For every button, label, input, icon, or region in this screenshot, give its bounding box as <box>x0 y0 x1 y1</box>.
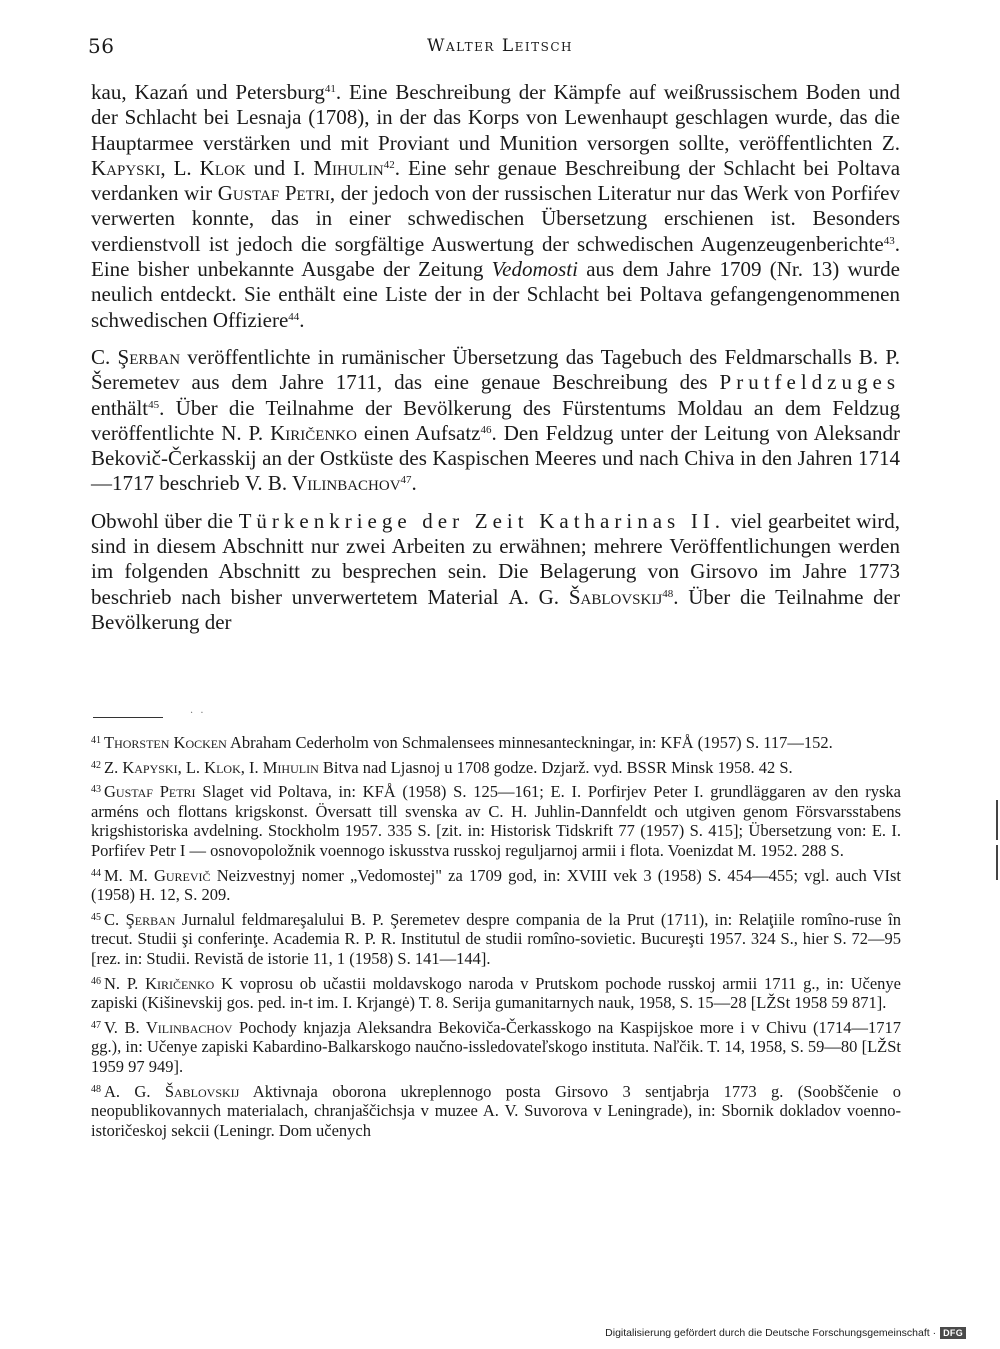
footnote-separator <box>93 717 163 718</box>
author-name: L. Klok <box>173 155 246 180</box>
author-name: A. G. Šablovskij <box>508 584 663 609</box>
footnote-author: V. B. Vilinbachov <box>104 1017 233 1037</box>
footnote-number: 48 <box>91 1083 101 1095</box>
footnote-author: A. G. Šablovskij <box>104 1081 240 1101</box>
footnote-43 <box>91 782 901 860</box>
scan-margin-mark <box>996 845 998 880</box>
footnote-number: 46 <box>91 975 101 987</box>
author-name: I. Mihulin <box>293 155 384 180</box>
text: kau, Kazań und Petersburg <box>91 80 325 104</box>
page-number: 56 <box>88 34 115 58</box>
footnote-text: Bitva nad Ljasnoj u 1708 godze. Dzjarž. vyd. BSSR Minsk 1958. 42 S. <box>318 757 793 777</box>
scan-credit-text: Digitalisierung gefördert durch die Deutsche Forschungsgemeinschaft · <box>605 1327 937 1339</box>
paragraph-3 <box>91 509 900 635</box>
scan-margin-mark <box>996 800 998 840</box>
text: einen Aufsatz <box>356 420 481 445</box>
footnote-47 <box>91 1018 901 1077</box>
text: . Eine bisher unbekannte Ausgabe der Zeitung <box>91 231 900 282</box>
text: enthält <box>91 395 149 420</box>
footnote-author: M. M. Gurevič <box>104 865 211 885</box>
author-name: C. Şerban <box>91 344 181 369</box>
footnote-author: Thorsten Kocken <box>104 733 227 752</box>
footnote-text: Jurnalul feldmareşalului B. P. Şeremetev despre compania de la Prut (1711), in: Relaţiile romîno-ruse în trecut. Studii şi conferinţe. Academia R. P. R. Institutul de studii romîno-sovietic. Bucureşti 1957. 324 S., hier S. 72—95 [rez. in: Studii. Revistă de istorie 11, 1 (1958) S. 141—144]. <box>91 909 901 968</box>
footnote-ref: 42 <box>383 158 395 171</box>
footnote-text: Aktivnaja oborona ukreplennogo posta Girsovo 3 sentjabrja 1773 g. (Soobščenie o neopublikovannych materialach, chranjaščichsja v muzee A. V. Suvorova v Leningrade), in: Sbornik dokladov voenno-istoričeskoj sekcii (Leningr. Dom učenych <box>91 1081 901 1140</box>
footnote-number: 42 <box>91 759 101 771</box>
text: viel gearbeitet wird, sind in diesem Abschnitt nur zwei Arbeiten zu erwähnen; mehrere Veröffentlichungen werden im folgenden Abschnitt zu besprechen sein. Die Belagerung von Girsovo im Jahre 1773 beschrieb nach bisher unverwertetem Material <box>91 508 900 609</box>
text: , der jedoch von der russischen Literatur nur das Werk von Porfiŕev verwerten konnte, das in einer schwedischen Übersetzung erschienen ist. Besonders verdienstvoll ist jedoch die sorgfältige Auswertung der schwedischen Augenzeugenberichte <box>91 181 900 256</box>
text: aus dem Jahre 1709 (Nr. 13) wurde neulich entdeckt. Sie enthält eine Liste der in der Schlacht bei Poltava gefangengenommenen schwedischen Offiziere <box>91 257 900 332</box>
author-name: V. B. Vilinbachov <box>244 471 401 496</box>
separator-dots: · · <box>190 708 206 719</box>
footnote-text: Neizvestnyj nomer „Vedomostej" za 1709 god, in: XVIII vek 3 (1958) S. 454—455; vgl. auch VIst (1958) H. 12, S. 209. <box>91 865 901 905</box>
footnote-ref: 48 <box>662 587 674 600</box>
footnote-42 <box>91 758 901 778</box>
text: . Über die Teilnahme der Bevölkerung der <box>91 584 900 634</box>
footnote-number: 44 <box>91 867 101 879</box>
paragraph-1 <box>91 80 900 333</box>
footnote-text: K voprosu ob učastii moldavskogo naroda v Prutskom pochode russkoj armii 1711 g., in: Učenye zapiski (Kišinevskij gos. ped. in-t im. I. Krjangė) T. 8. Serija gumanitarnych nauk, 1958, S. 15—28 [LŽSt 1958 59 871]. <box>91 973 901 1013</box>
footnote-author: Z. Kapyski, L. Klok, I. Mihulin <box>104 757 319 777</box>
footnote-ref: 45 <box>148 398 160 411</box>
footnote-author: N. P. Kiričenko <box>104 973 215 993</box>
text: . <box>411 471 417 496</box>
footnotes <box>91 733 901 1145</box>
footnote-44 <box>91 866 901 905</box>
footnote-number: 43 <box>91 784 101 796</box>
footnote-48 <box>91 1082 901 1141</box>
footnote-ref: 44 <box>288 310 300 323</box>
dfg-logo: DFG <box>940 1327 966 1339</box>
text: . <box>299 307 305 332</box>
paragraph-2 <box>91 345 900 497</box>
footnote-text: Pochody knjazja Aleksandra Bekoviča-Čerkasskogo na Kaspijskoe more i v Chivu (1714—1717 gg.), in: Učenye zapiski Kabardino-Balkarskogo naučno-issledovateľskogo instituta. Naľčik. T. 14, 1958, S. 59—80 [LŽSt 1959 97 949]. <box>91 1017 901 1076</box>
footnote-author: C. Şerban <box>104 909 176 929</box>
footnote-45 <box>91 910 901 969</box>
text: , <box>160 155 174 180</box>
author-name: Z. Kapyski <box>91 130 900 180</box>
footnote-text: Slaget vid Poltava, in: KFÅ (1958) S. 125—161; E. I. Porfirjev Peter I. grundläggaren av den ryska arméns och flottans krigskonst. Översatt till svenska av C. H. Juhlin-Dannfeldt och utgiven genom Försvarsstabens krigshistoriska avdelning. Stockholm 1957. 335 S. [zit. in: Historisk Tidskrift 77 (1957) S. 415]; Übersetzung von: E. I. Porfiŕev Petr I — osnovopoložnik voennogo iskusstva russkoj reguljarnoj armii i flota. Voenizdat M. 1952. 288 S. <box>91 782 901 860</box>
text: . Eine sehr genaue Beschreibung der Schlacht bei Poltava verdanken wir <box>91 155 901 206</box>
footnote-text: Abraham Cederholm von Schmalensees minnesanteckningar, in: KFÅ (1957) S. 117—152. <box>226 733 833 752</box>
footnote-41 <box>91 733 901 753</box>
journal-title: Vedomosti <box>491 257 578 282</box>
footnote-ref: 47 <box>400 474 412 487</box>
text: veröffentlichte in rumänischer Übersetzung das Tagebuch des Feldmarschalls B. P. Šeremetev aus dem Jahre 1711, das eine genaue Beschreibung des <box>91 344 900 395</box>
running-head: Walter Leitsch <box>427 36 573 56</box>
footnote-ref: 43 <box>883 234 895 247</box>
footnote-number: 45 <box>91 911 101 923</box>
spaced-emphasis: Türkenkriege der Zeit Katharinas II. <box>238 508 726 533</box>
footnote-author: Gustaf Petri <box>104 782 196 802</box>
footnote-ref: 41 <box>324 83 336 95</box>
text: . Den Feldzug unter der Leitung von Aleksandr Bekovič-Čerkasskij an der Ostküste des Kaspischen Meeres und nach Chiva in den Jahren 1714—1717 beschrieb <box>91 420 901 496</box>
main-text <box>91 80 900 635</box>
author-name: N. P. Kiričenko <box>221 420 357 445</box>
footnote-ref: 46 <box>480 423 492 436</box>
author-name: Gustaf Petri <box>217 181 330 206</box>
text: und <box>245 155 294 180</box>
text: Obwohl über die <box>91 508 239 533</box>
spaced-emphasis: Prutfeldzuges <box>719 370 900 395</box>
footnote-number: 41 <box>91 735 101 746</box>
footnote-number: 47 <box>91 1019 101 1031</box>
text: . Eine Beschreibung der Kämpfe auf weißrussischem Boden und der Schlacht bei Lesnaja (1708), in der das Korps von Lewenhaupt geschlagen wurde, das die Hauptarmee verstärken und mit Proviant und Munition versorgen sollte, veröffentlichten <box>91 80 900 155</box>
scan-credit <box>605 1327 966 1339</box>
footnote-46 <box>91 974 901 1013</box>
text: . Über die Teilnahme der Bevölkerung des Fürstentums Moldau an dem Feldzug veröffentlichte <box>91 395 900 445</box>
